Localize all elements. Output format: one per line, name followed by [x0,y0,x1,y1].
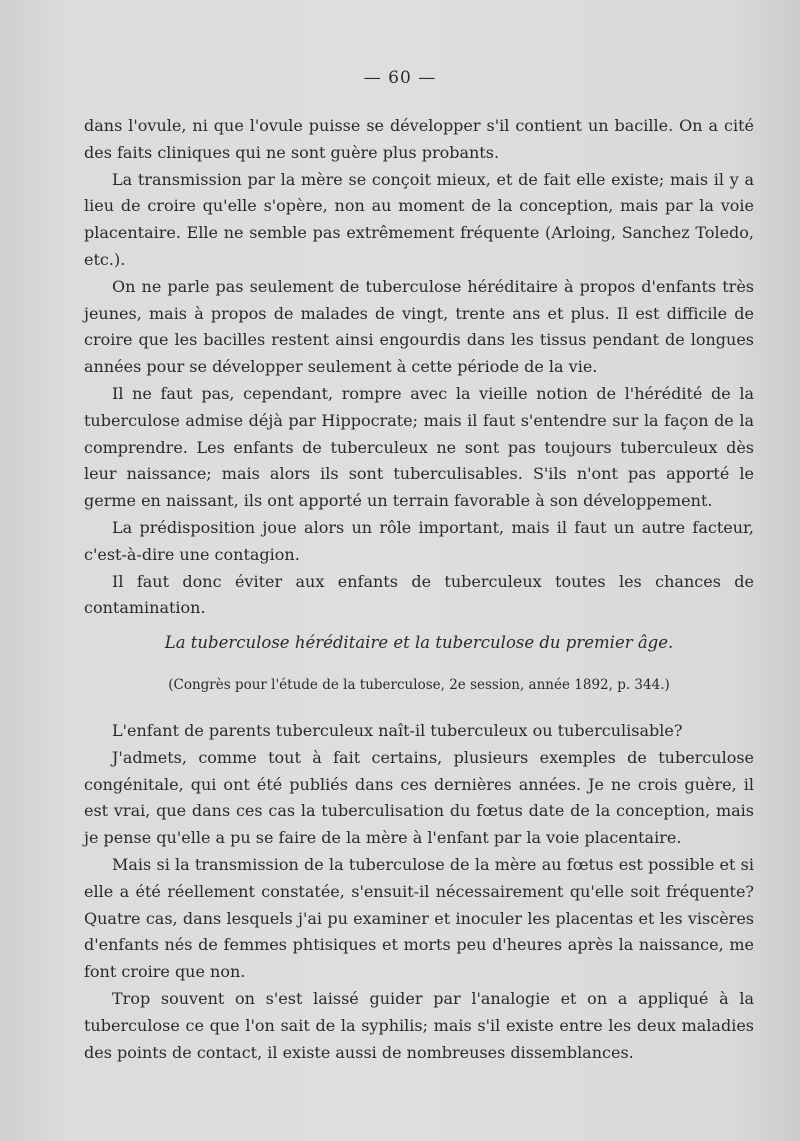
paragraph: L'enfant de parents tuberculeux naît-il tuberculeux ou tuberculisable? [112,721,683,740]
section-1-text [84,113,754,622]
section-title: La tuberculose héréditaire et la tuberculose du premier âge. [164,633,674,652]
paragraph: La prédisposition joue alors un rôle important, mais il faut un autre facteur, c'est-à-dire une contagion. [84,517,754,564]
paragraph: Il faut donc éviter aux enfants de tuberculeux toutes les chances de contamination. [84,571,754,618]
citation: (Congrès pour l'étude de la tuberculose, 2e session, année 1892, p. 344.) [168,677,670,693]
paragraph: dans l'ovule, ni que l'ovule puisse se développer s'il contient un bacille. On a cité des faits cliniques qui ne sont guère plus probants. [84,116,754,162]
paragraph: La transmission par la mère se conçoit mieux, et de fait elle existe; mais il y a lieu de croire qu'elle s'opère, non au moment de la conception, mais par la voie placentaire. Elle ne semble pas extrêmement fréquente (Arloing, Sanchez Toledo, etc.). [84,169,754,269]
section-2-text [84,718,754,1066]
paragraph: J'admets, comme tout à fait certains, plusieurs exemples de tuberculose congénitale, qui ont été publiés dans ces dernières années. Je ne crois guère, il est vrai, que dans ces cas la tuberculisation du fœtus date de la conception, mais je pense qu'elle a pu se faire de la mère à l'enfant par la voie placentaire. [84,747,754,848]
paragraph: Il ne faut pas, cependant, rompre avec la vieille notion de l'hérédité de la tuberculose admise déjà par Hippocrate; mais il faut s'entendre sur la façon de la comprendre. Les enfants de tuberculeux ne sont pas toujours tuberculeux dès leur naissance; mais alors ils sont tuberculisables. S'ils n'ont pas apporté le germe en naissant, ils ont apporté un terrain favorable à son développement. [84,383,754,511]
page-number: — 60 — [363,68,437,88]
paragraph: Mais si la transmission de la tuberculose de la mère au fœtus est possible et si elle a été réellement constatée, s'ensuit-il nécessairement qu'elle soit fréquente? Quatre cas, dans lesquels j'ai pu examiner et inoculer les placentas et les viscères d'enfants nés de femmes phtisiques et morts peu d'heures après la naissance, me font croire que non. [84,854,754,982]
paragraph: Trop souvent on s'est laissé guider par l'analogie et on a appliqué à la tuberculose ce que l'on sait de la syphilis; mais s'il existe entre les deux maladies des points de contact, il existe aussi de nombreuses dissemblances. [84,988,754,1062]
paragraph: On ne parle pas seulement de tuberculose héréditaire à propos d'enfants très jeunes, mais à propos de malades de vingt, trente ans et plus. Il est difficile de croire que les bacilles restent ainsi engourdis dans les tissus pendant de longues années pour se développer seulement à cette période de la vie. [84,276,754,377]
